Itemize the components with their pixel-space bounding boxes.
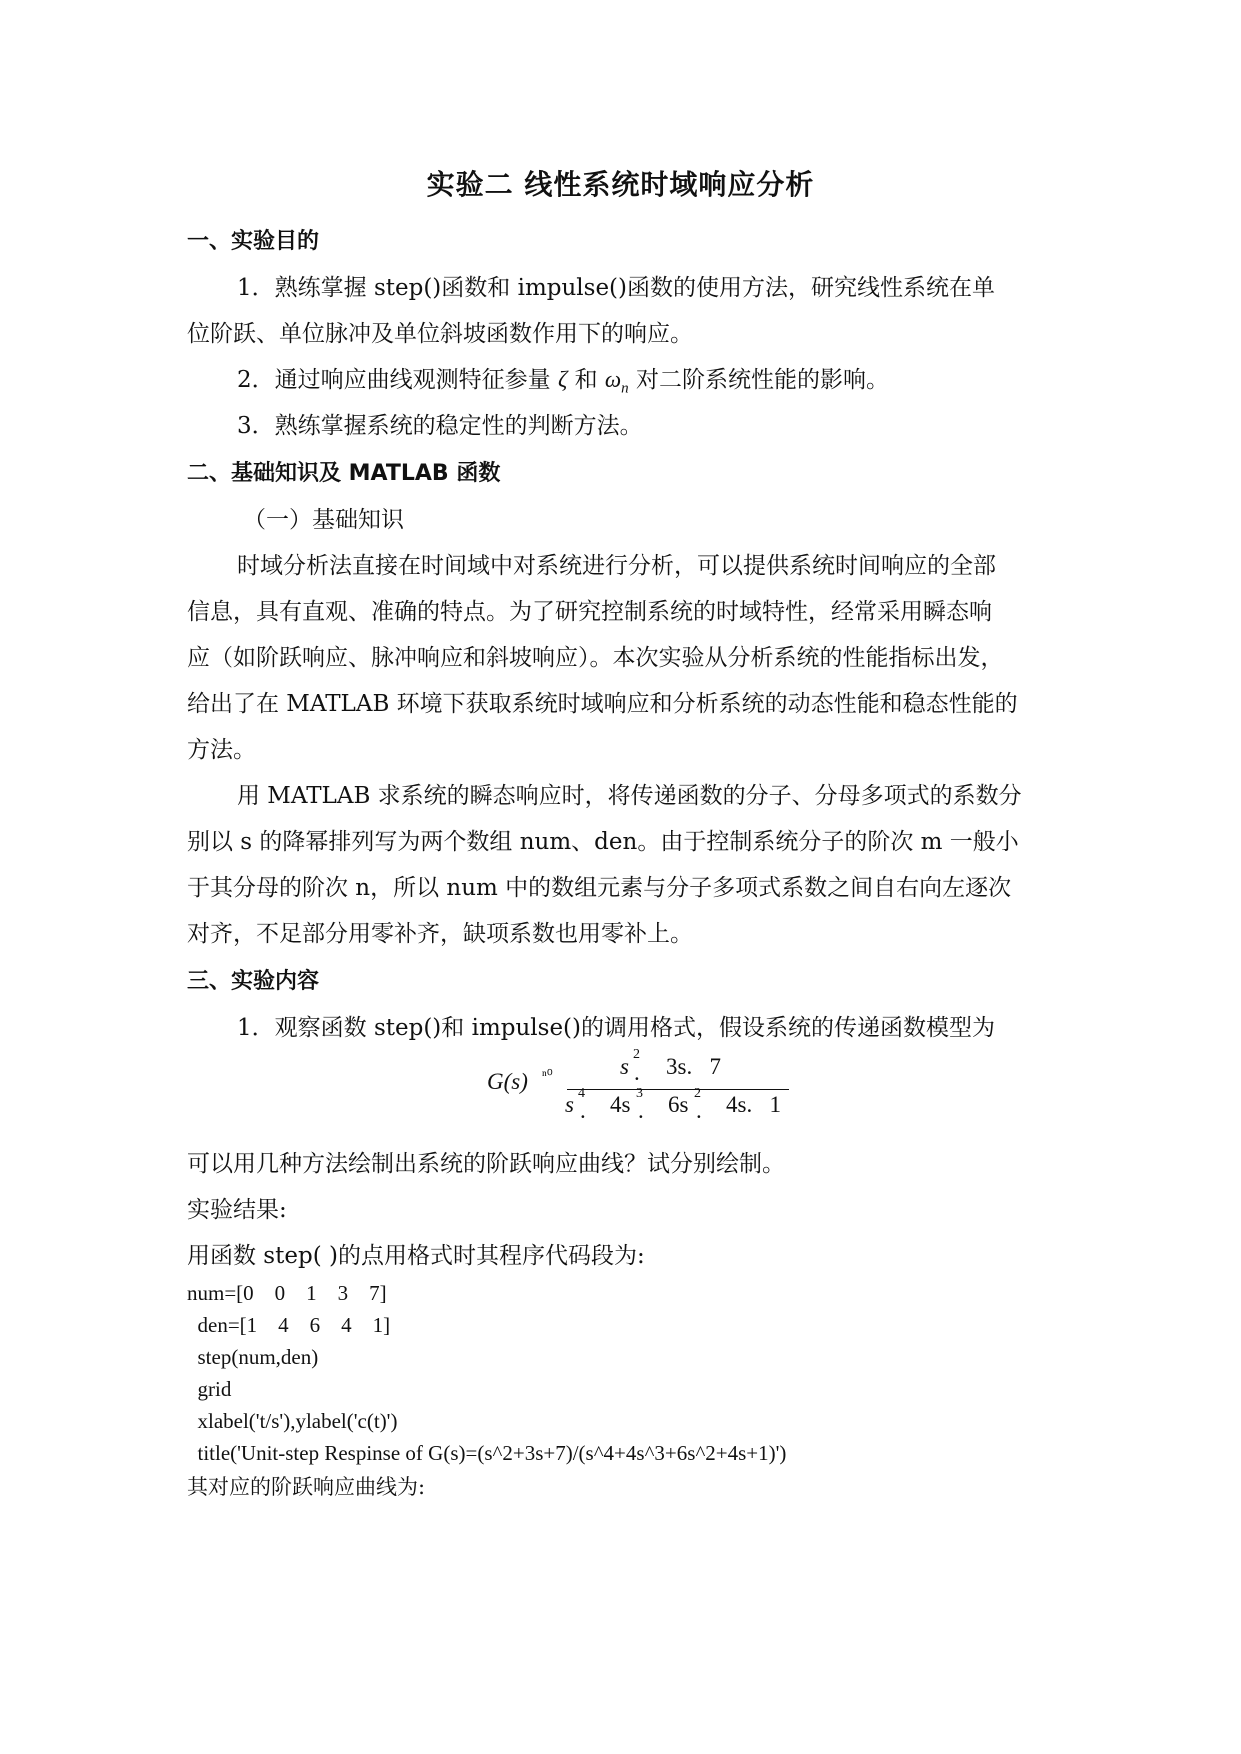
formula-lhs: G(s) [487, 1069, 528, 1094]
paragraph-1-line-3: 应（如阶跃响应、脉冲响应和斜坡响应）。本次实验从分析系统的性能指标出发， [187, 645, 1004, 671]
denominator-dot-2: . [638, 1098, 644, 1123]
section-heading-basics: 二、基础知识及 MATLAB 函数 [187, 461, 501, 486]
code-intro: 用函数 step( )的点用格式时其程序代码段为: [187, 1243, 645, 1269]
objective-item-2-mid: 和 [574, 367, 605, 393]
paragraph-2-line-2: 别以 s 的降幂排列写为两个数组 num、den。由于控制系统分子的阶次 m 一般小 [187, 829, 1019, 855]
zeta-symbol: ζ [557, 367, 568, 392]
code-line: num=[0 0 1 3 7] [187, 1281, 387, 1305]
objective-item-2-pre: 2．通过响应曲线观测特征参量 [237, 367, 551, 393]
subsection-heading-basics: （一）基础知识 [243, 507, 404, 533]
objective-item-1: 1．熟练掌握 step()函数和 impulse()函数的使用方法，研究线性系统在单 [237, 275, 996, 301]
page-title: 实验二 线性系统时域响应分析 [426, 168, 815, 201]
denominator-6s: 6s [668, 1092, 689, 1117]
numerator-dot: . [634, 1060, 640, 1085]
code-line: step(num,den) [187, 1345, 319, 1369]
fraction-bar [567, 1089, 789, 1090]
paragraph-1-line-4: 给出了在 MATLAB 环境下获取系统时域响应和分析系统的动态性能和稳态性能的 [187, 691, 1018, 717]
code-line: den=[1 4 6 4 1] [187, 1313, 391, 1337]
code-line: title('Unit-step Respinse of G(s)=(s^2+3s+7)/(s^4+4s^3+6s^2+4s+1)') [187, 1441, 787, 1465]
curve-label: 其对应的阶跃响应曲线为: [187, 1475, 426, 1499]
denominator-rest: 4s. 1 [726, 1092, 781, 1117]
denominator-6s-exponent: 2 [694, 1086, 701, 1101]
denominator-s: s [565, 1092, 574, 1117]
paragraph-1-line-2: 信息，具有直观、准确的特点。为了研究控制系统的时域特性，经常采用瞬态响 [187, 599, 992, 625]
omega-subscript: n [621, 380, 629, 397]
objective-item-3: 3．熟练掌握系统的稳定性的判断方法。 [237, 413, 643, 439]
objective-item-1-cont: 位阶跃、单位脉冲及单位斜坡函数作用下的响应。 [187, 321, 693, 347]
paragraph-2-line-3: 于其分母的阶次 n，所以 num 中的数组元素与分子多项式系数之间自右向左逐次 [187, 875, 1012, 901]
denominator-s-exponent: 4 [578, 1086, 585, 1101]
objective-item-2-post: 对二阶系统性能的影响。 [635, 367, 889, 393]
section-heading-content: 三、实验内容 [187, 969, 320, 994]
result-label: 实验结果: [187, 1197, 287, 1223]
omega-symbol: ω [604, 367, 622, 392]
section-heading-objectives: 一、实验目的 [187, 229, 320, 254]
code-line: xlabel('t/s'),ylabel('c(t)') [187, 1409, 398, 1433]
numerator-s-exponent: 2 [633, 1047, 640, 1062]
objective-item-2 [237, 364, 1107, 405]
denominator-dot-1: . [580, 1098, 586, 1123]
paragraph-1-line-5: 方法。 [187, 737, 256, 763]
paragraph-2-line-1: 用 MATLAB 求系统的瞬态响应时，将传递函数的分子、分母多项式的系数分 [237, 783, 1022, 809]
code-line: grid [187, 1377, 232, 1401]
question-line: 可以用几种方法绘制出系统的阶跃响应曲线？试分别绘制。 [187, 1151, 785, 1177]
paragraph-1-line-1: 时域分析法直接在时间域中对系统进行分析，可以提供系统时间响应的全部 [237, 553, 996, 579]
denominator-dot-3: . [696, 1098, 702, 1123]
numerator-s: s [620, 1054, 629, 1079]
paragraph-2-line-4: 对齐，不足部分用零补齐，缺项系数也用零补上。 [187, 921, 693, 947]
content-item-1: 1．观察函数 step()和 impulse()的调用格式，假设系统的传递函数模型为 [237, 1015, 996, 1041]
denominator-4s: 4s [610, 1092, 631, 1117]
denominator-4s-exponent: 3 [636, 1086, 643, 1101]
formula-equals-glyph: ⁿ⁰ [542, 1068, 553, 1084]
numerator-rest: 3s. 7 [666, 1054, 721, 1079]
